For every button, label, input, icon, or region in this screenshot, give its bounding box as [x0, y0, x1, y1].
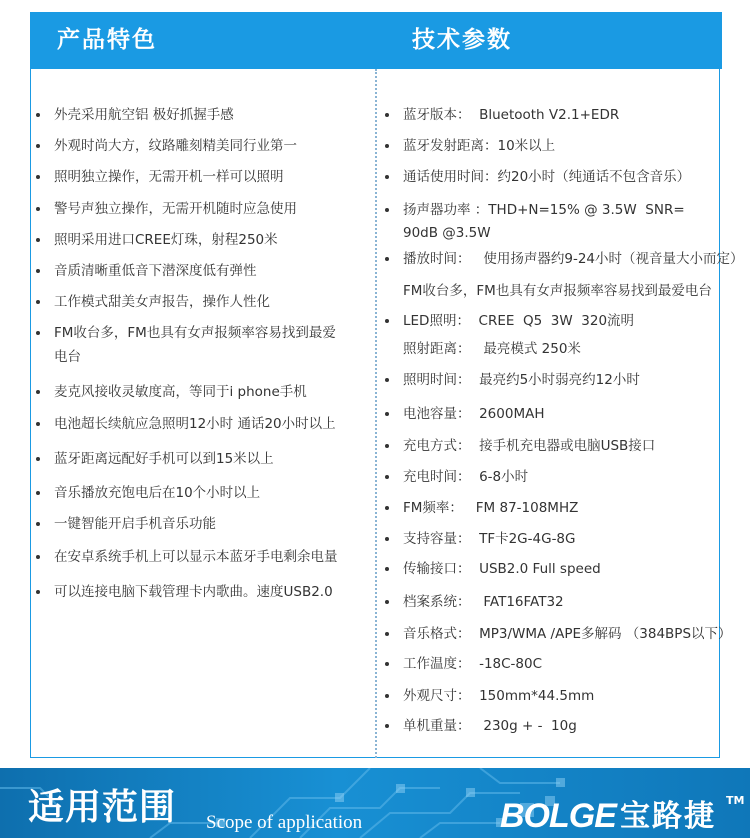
column-divider [375, 69, 377, 758]
bullet-icon [385, 567, 389, 571]
bullet-icon [36, 331, 40, 335]
bullet-icon [36, 390, 40, 394]
bullet-icon [36, 522, 40, 526]
bullet-icon [36, 491, 40, 495]
bullet-icon [385, 600, 389, 604]
bullet-icon [385, 506, 389, 510]
bullet-icon [36, 555, 40, 559]
bullet-icon [385, 144, 389, 148]
footer-subtitle: Scope of application [206, 812, 363, 833]
bullet-icon [385, 632, 389, 636]
trademark-mark: TM [726, 794, 745, 807]
bullet-icon [385, 662, 389, 666]
bullet-icon [36, 144, 40, 148]
bullet-icon [385, 724, 389, 728]
bullet-icon [36, 590, 40, 594]
bullet-icon [36, 207, 40, 211]
bullet-icon [385, 475, 389, 479]
bullet-icon [385, 378, 389, 382]
bullet-icon [36, 457, 40, 461]
bullet-icon [385, 208, 389, 212]
bullet-icon [385, 537, 389, 541]
bullet-icon [36, 422, 40, 426]
footer-banner [0, 768, 750, 838]
bullet-icon [36, 113, 40, 117]
bullet-icon [36, 238, 40, 242]
bullet-icon [385, 694, 389, 698]
specs-heading: 技术参数 [412, 27, 512, 53]
bullet-icon [385, 444, 389, 448]
bullet-icon [36, 300, 40, 304]
bullet-icon [36, 175, 40, 179]
bullet-icon [385, 412, 389, 416]
bullet-icon [385, 113, 389, 117]
brand-logo-text: BOLGE [500, 797, 616, 835]
bullet-icon [36, 269, 40, 273]
bullet-icon [385, 319, 389, 323]
footer-title: 适用范围 [28, 787, 177, 828]
bullet-icon [385, 257, 389, 261]
bullet-icon [385, 175, 389, 179]
brand-logo-cn: 宝路捷 [620, 799, 716, 834]
features-heading: 产品特色 [57, 27, 157, 53]
